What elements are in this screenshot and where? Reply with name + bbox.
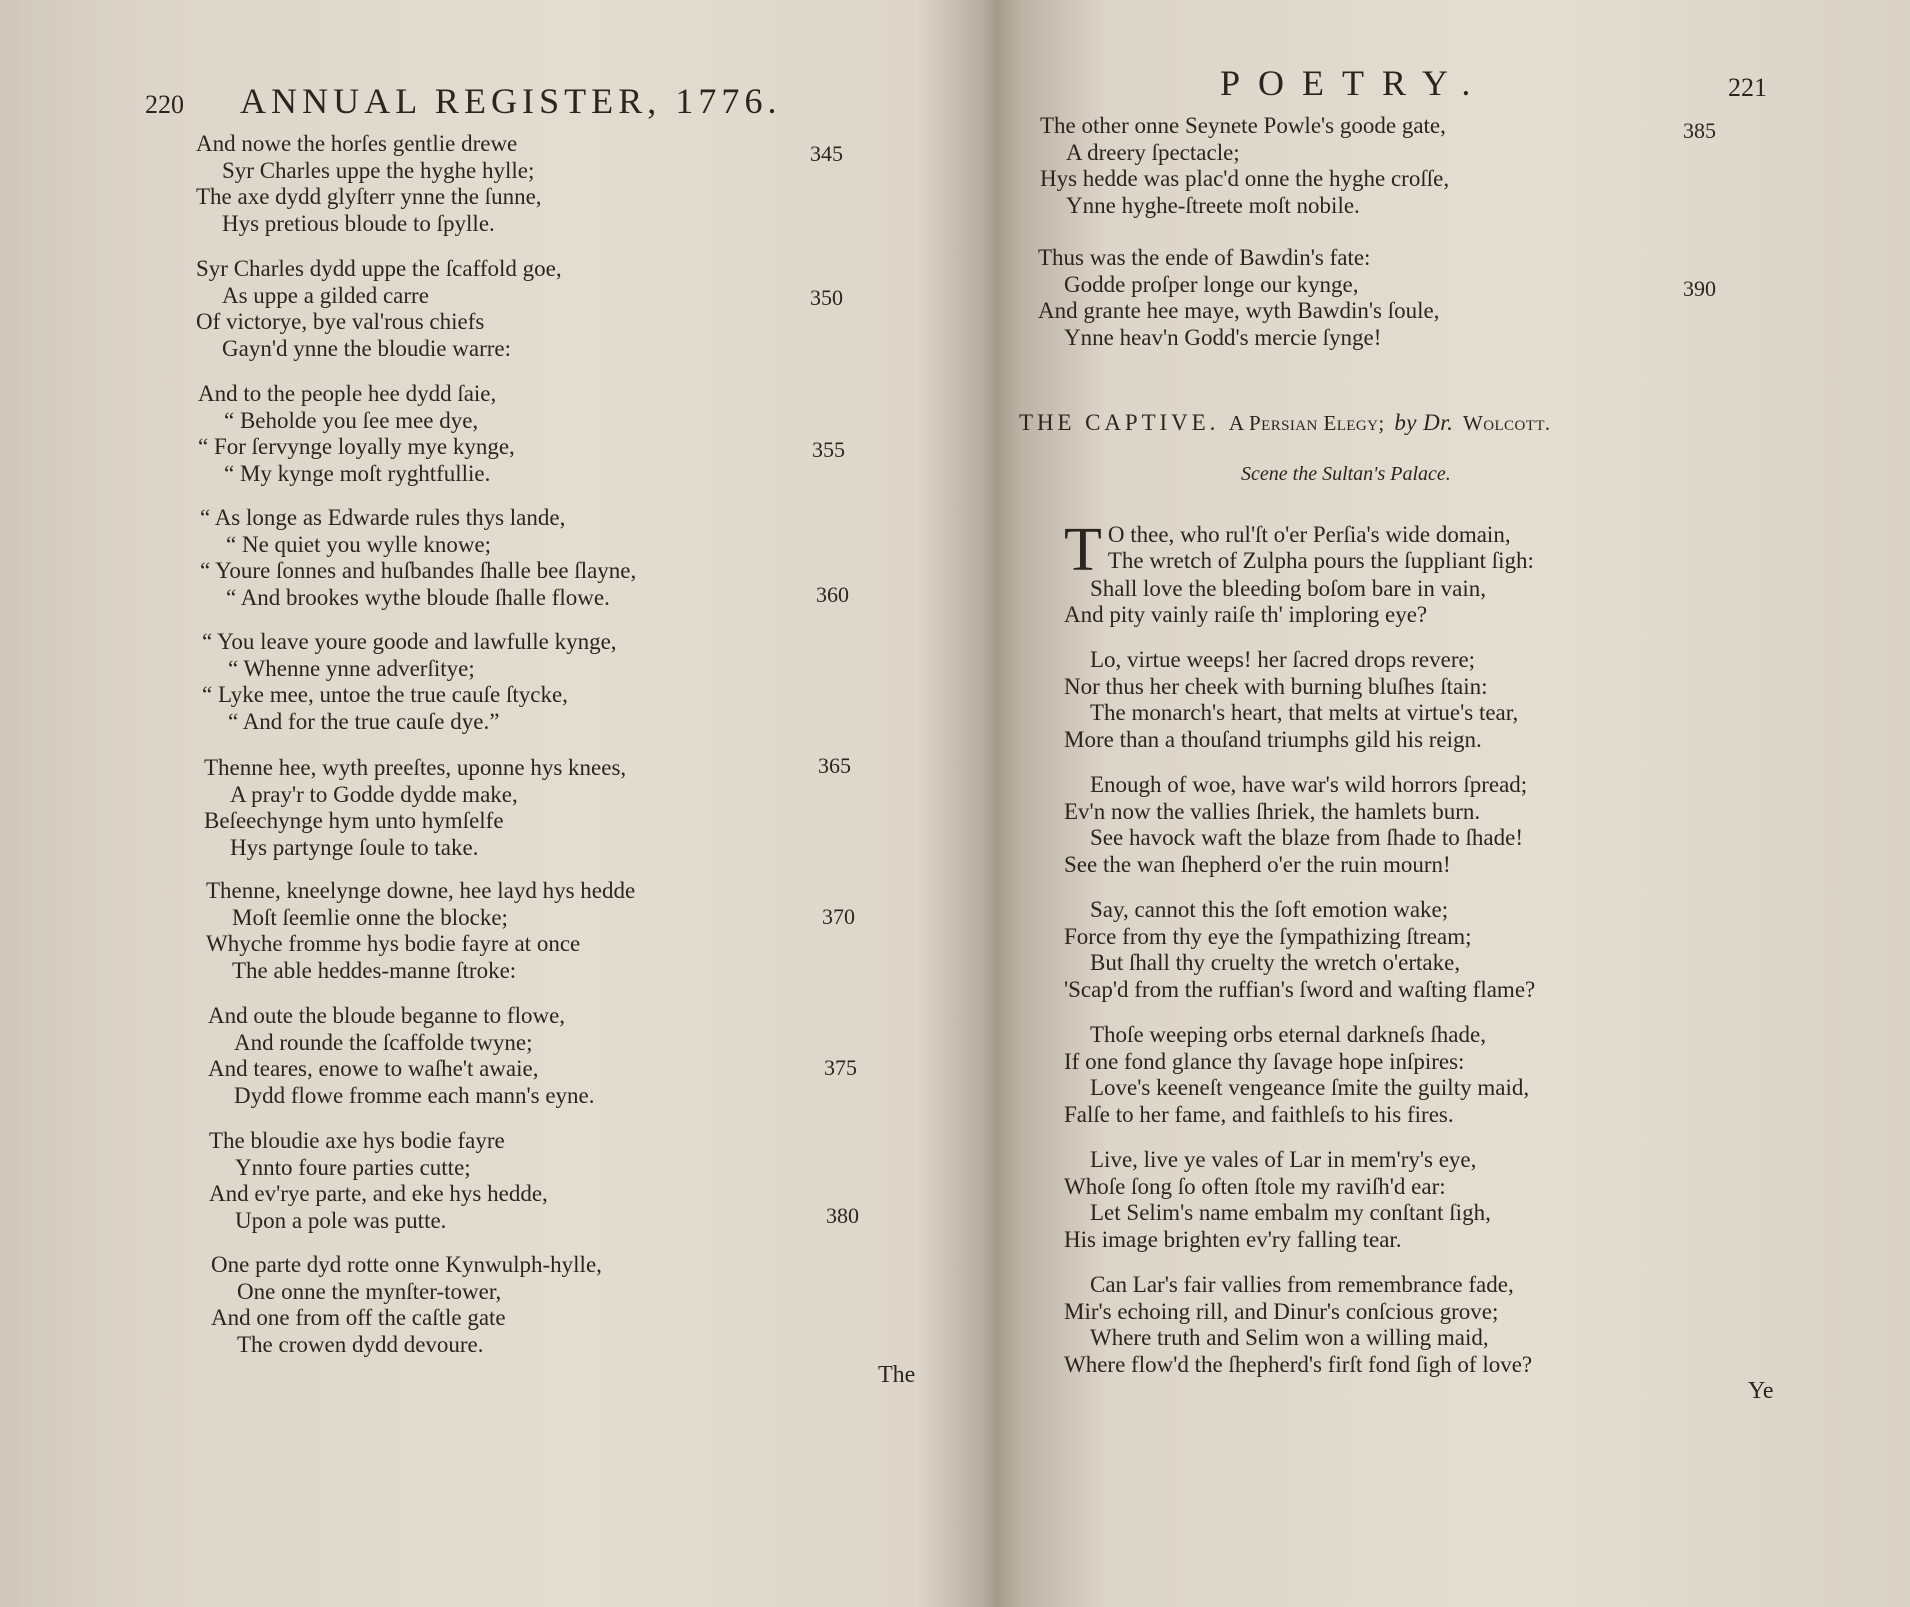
verse-line: The wretch of Zulpha pours the ſuppliant ſigh:: [1107, 548, 1534, 573]
verse-line: More than a thouſand triumphs gild his reign.: [1064, 726, 1482, 752]
verse-line: Thus was the ende of Bawdin's fate:: [1038, 245, 1371, 270]
verse-line: Ynne hyghe-ſtreete moſt nobile.: [1066, 192, 1360, 218]
verse-line: Godde proſper longe our kynge,: [1064, 271, 1359, 297]
verse-line: One onne the mynſter-tower,: [237, 1278, 502, 1304]
running-head: ANNUAL REGISTER, 1776.: [240, 81, 782, 121]
verse-line: The axe dydd glyſterr ynne the ſunne,: [196, 184, 542, 209]
verse-line: And grante hee maye, wyth Bawdin's ſoule,: [1038, 298, 1440, 323]
verse-line: Mir's echoing rill, and Dinur's conſcious grove;: [1064, 1298, 1499, 1324]
verse-line: And teares, enowe to waſhe't awaie,: [208, 1056, 539, 1081]
verse-line: “ Whenne ynne adverſitye;: [228, 655, 475, 681]
catchword: Ye: [1748, 1378, 1774, 1404]
line-number: 345: [810, 141, 843, 166]
verse-line: “ Lyke mee, untoe the true cauſe ſtycke,: [202, 682, 568, 707]
line-number: 350: [810, 285, 843, 310]
verse-line: Lo, virtue weeps! her ſacred drops revere;: [1090, 647, 1476, 672]
verse-line: See the wan ſhepherd o'er the ruin mourn!: [1064, 851, 1451, 877]
verse-line: And ev'rye parte, and eke hys hedde,: [209, 1181, 548, 1206]
running-head: POETRY.: [1220, 63, 1489, 103]
verse-line: Say, cannot this the ſoft emotion wake;: [1090, 897, 1449, 922]
verse-line: “ For ſervynge loyally mye kynge,: [198, 434, 515, 459]
verse-line: Live, live ye vales of Lar in mem'ry's eye,: [1090, 1147, 1477, 1172]
title-main: THE CAPTIVE.: [1019, 410, 1220, 435]
page-number: 221: [1728, 73, 1767, 102]
verse-line: As uppe a gilded carre: [222, 282, 429, 308]
right-page: [985, 0, 1910, 1607]
verse-line: Beſeechynge hym unto hymſelfe: [204, 808, 504, 833]
verse-line: Thoſe weeping orbs eternal darkneſs ſhade,: [1090, 1022, 1486, 1047]
verse-line: And to the people hee dydd ſaie,: [198, 381, 497, 406]
verse-line: If one fond glance thy ſavage hope inſpires:: [1064, 1048, 1465, 1074]
verse-line: Where flow'd the ſhepherd's firſt fond ſigh of love?: [1064, 1351, 1533, 1377]
verse-line: Hys pretious bloude to ſpylle.: [222, 210, 495, 236]
verse-line: Nor thus her cheek with burning bluſhes ſtain:: [1064, 673, 1488, 699]
poem-title: [1019, 410, 1551, 436]
stanza: [1040, 113, 1449, 219]
verse-line: Love's keeneſt vengeance ſmite the guilty maid,: [1090, 1075, 1530, 1100]
stanza: [1064, 772, 1527, 878]
verse-line: “ Ne quiet you wylle knowe;: [226, 531, 492, 557]
verse-line: Ynne heav'n Godd's mercie ſynge!: [1064, 324, 1382, 350]
stanza: [1064, 516, 1534, 628]
line-number: 380: [826, 1203, 859, 1228]
page-number: 220: [145, 90, 184, 119]
title-author: Wolcott.: [1462, 411, 1551, 435]
verse-line: Thenne hee, wyth preeſtes, uponne hys knees,: [204, 755, 627, 780]
stanza: [198, 381, 515, 487]
catchword: The: [878, 1362, 916, 1388]
verse-line: Syr Charles dydd uppe the ſcaffold goe,: [196, 256, 562, 281]
verse-line: Falſe to her fame, and faithleſs to his fires.: [1064, 1101, 1454, 1127]
verse-line: Shall love the bleeding boſom bare in vain,: [1090, 576, 1487, 601]
verse-line: See havock waft the blaze from ſhade to ſhade!: [1090, 825, 1523, 850]
stanza: [206, 878, 635, 984]
stanza: [1064, 1147, 1491, 1253]
stanza: [211, 1252, 602, 1358]
verse-line: Ev'n now the vallies ſhriek, the hamlets burn.: [1064, 798, 1481, 824]
stanza: [1064, 647, 1518, 753]
line-number: 360: [816, 582, 849, 607]
title-kind: A Persian Elegy;: [1228, 411, 1385, 435]
verse-line: The crowen dydd devoure.: [237, 1331, 484, 1357]
verse-line: Enough of woe, have war's wild horrors ſpread;: [1090, 772, 1528, 797]
verse-line: A pray'r to Godde dydde make,: [230, 781, 518, 807]
verse-line: Whyche fromme hys bodie fayre at once: [206, 931, 581, 956]
stanza: [202, 629, 617, 735]
verse-line: Dydd flowe fromme each mann's eyne.: [234, 1082, 595, 1108]
stanza: [1064, 1022, 1529, 1128]
line-number: 385: [1683, 118, 1716, 143]
line-number: 375: [824, 1055, 857, 1080]
verse-line: And one from off the caſtle gate: [211, 1305, 506, 1330]
verse-line: One parte dyd rotte onne Kynwulph-hylle,: [211, 1252, 602, 1277]
verse-line: A dreery ſpectacle;: [1066, 139, 1240, 165]
stanza: [200, 505, 636, 611]
verse-line: And rounde the ſcaffolde twyne;: [234, 1029, 533, 1055]
verse-line: The monarch's heart, that melts at virtue's tear,: [1090, 700, 1519, 725]
verse-line: His image brighten ev'ry falling tear.: [1064, 1226, 1402, 1252]
verse-line: And oute the bloude beganne to flowe,: [208, 1003, 566, 1028]
verse-line: Hys hedde was plac'd onne the hyghe croſſe,: [1040, 166, 1450, 191]
stanza: [204, 755, 626, 861]
verse-line: Hys partynge ſoule to take.: [230, 834, 479, 860]
verse-line: “ You leave youre goode and lawfulle kynge,: [202, 629, 617, 654]
verse-line: Thenne, kneelynge downe, hee layd hys hedde: [206, 878, 636, 903]
verse-line: Where truth and Selim won a willing maid,: [1090, 1325, 1489, 1350]
verse-line: Of victorye, bye val'rous chiefs: [196, 309, 485, 334]
verse-line: The able heddes-manne ſtroke:: [232, 957, 517, 983]
poem-subtitle: Scene the Sultan's Palace.: [1241, 463, 1451, 485]
verse-line: And pity vainly raiſe th' imploring eye?: [1064, 602, 1428, 627]
verse-line: “ And for the true cauſe dye.”: [228, 708, 500, 734]
line-number: 365: [818, 753, 851, 778]
stanza: [1064, 897, 1535, 1003]
stanza: [196, 131, 542, 237]
verse-line: And nowe the horſes gentlie drewe: [196, 131, 518, 156]
verse-line: But ſhall thy cruelty the wretch o'ertake,: [1090, 950, 1461, 975]
stanza: [208, 1003, 595, 1109]
stanza: [209, 1128, 548, 1234]
line-number: 355: [812, 437, 845, 462]
verse-line: “ Beholde you ſee mee dye,: [224, 407, 479, 433]
verse-line: “ Youre ſonnes and huſbandes ſhalle bee ſlayne,: [200, 558, 637, 583]
verse-line: O thee, who rul'ſt o'er Perſia's wide domain,: [1107, 522, 1511, 547]
verse-line: “ And brookes wythe bloude ſhalle flowe.: [226, 584, 610, 610]
verse-line: The other onne Seynete Powle's goode gate,: [1040, 113, 1446, 138]
verse-line: Whoſe ſong ſo often ſtole my raviſh'd ear:: [1064, 1173, 1446, 1199]
verse-line: Ynnto foure parties cutte;: [235, 1154, 471, 1180]
verse-line: Upon a pole was putte.: [235, 1207, 447, 1233]
verse-line: 'Scap'd from the ruffian's ſword and waſting flame?: [1064, 976, 1536, 1002]
stanza: [196, 256, 562, 362]
line-number: 370: [822, 904, 855, 929]
verse-line: “ My kynge moſt ryghtfullie.: [224, 460, 491, 486]
verse-line: Gayn'd ynne the bloudie warre:: [222, 335, 511, 361]
verse-line: Can Lar's fair vallies from remembrance fade,: [1090, 1272, 1514, 1297]
verse-line: “ As longe as Edwarde rules thys lande,: [200, 505, 566, 530]
verse-line: The bloudie axe hys bodie fayre: [209, 1128, 505, 1153]
drop-cap: T: [1064, 516, 1102, 584]
verse-line: Moſt ſeemlie onne the blocke;: [232, 904, 508, 930]
title-by: by Dr.: [1394, 410, 1454, 435]
stanza: [1038, 245, 1439, 351]
stanza: [1064, 1272, 1532, 1378]
verse-line: Let Selim's name embalm my conſtant ſigh,: [1090, 1200, 1491, 1225]
line-number: 390: [1683, 276, 1716, 301]
verse-line: Force from thy eye the ſympathizing ſtream;: [1064, 923, 1472, 949]
verse-line: Syr Charles uppe the hyghe hylle;: [222, 157, 535, 183]
